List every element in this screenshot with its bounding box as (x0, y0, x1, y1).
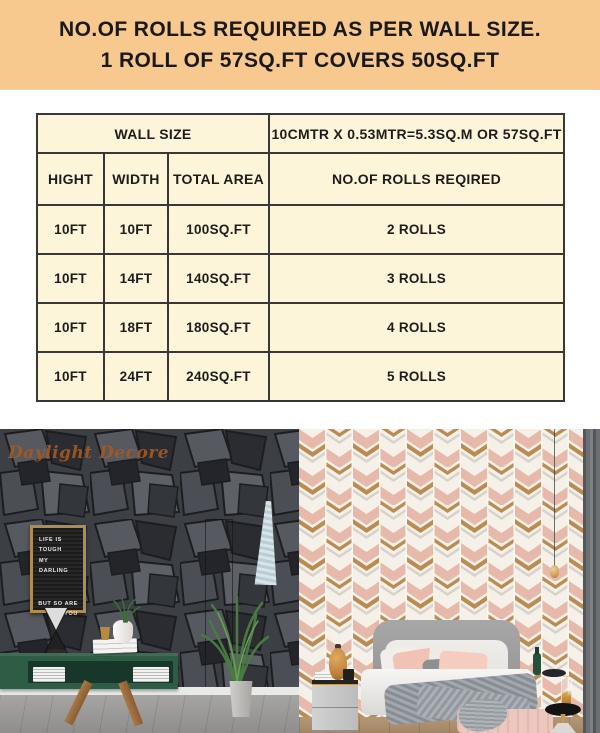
cell-rolls: 2 ROLLS (269, 205, 564, 254)
cell-rolls: 4 ROLLS (269, 303, 564, 352)
letter-board-line: BUT SO ARE (38, 600, 78, 607)
cell-rolls: 5 ROLLS (269, 352, 564, 401)
chevron-bedroom-photo (299, 429, 600, 733)
wall-size-header-cell: WALL SIZE (37, 114, 269, 153)
letter-board (30, 525, 86, 618)
letter-board-line: LIFE IS TOUGH (39, 537, 62, 554)
table-row (37, 254, 564, 303)
gray-curtain (583, 429, 600, 733)
white-vase (113, 620, 133, 643)
books-stack (33, 667, 65, 682)
green-bottle-decor (533, 653, 541, 675)
table-row (37, 205, 564, 254)
nightstand-drawer-divider (312, 707, 358, 708)
banner-line-2: 1 ROLL OF 57SQ.FT COVERS 50SQ.FT (100, 49, 500, 72)
wall-size-rolls-table (36, 113, 565, 402)
nightstand-gold-trim (312, 684, 358, 685)
nightstand (312, 680, 358, 732)
cell-width: 14FT (104, 254, 168, 303)
hourglass-decor (43, 607, 69, 655)
cell-width: 18FT (104, 303, 168, 352)
table-row (37, 114, 564, 153)
table-header-row (37, 153, 564, 205)
cell-height: 10FT (37, 352, 104, 401)
watermark-text: Daylight Decore (8, 443, 170, 463)
col-header-width: WIDTH (104, 153, 168, 205)
dark-marble-room-photo (0, 429, 299, 733)
cell-width: 24FT (104, 352, 168, 401)
cell-area: 100SQ.FT (168, 205, 269, 254)
gray-wood-floor (0, 695, 299, 733)
table-row (37, 303, 564, 352)
banner-line-1: NO.OF ROLLS REQUIRED AS PER WALL SIZE. (59, 17, 541, 41)
books-stack (133, 667, 169, 682)
cell-width: 10FT (104, 205, 168, 254)
col-header-total-area: TOTAL AREA (168, 153, 269, 205)
glass-decanter (561, 676, 572, 706)
cell-area: 140SQ.FT (168, 254, 269, 303)
cell-rolls: 3 ROLLS (269, 254, 564, 303)
room-photo-gallery (0, 429, 600, 733)
col-header-hight: HIGHT (37, 153, 104, 205)
green-bottle-cap (535, 647, 539, 654)
letter-board-line: MY DARLING (39, 557, 69, 575)
rolls-required-banner (0, 0, 600, 90)
pendant-light-cord (554, 429, 555, 567)
cell-height: 10FT (37, 303, 104, 352)
potted-plant-fronds (198, 591, 270, 691)
cell-height: 10FT (37, 254, 104, 303)
pendant-light-bulb (550, 565, 559, 578)
black-box-decor (343, 669, 354, 680)
col-header-rolls: NO.OF ROLLS REQIRED (269, 153, 564, 205)
cell-area: 240SQ.FT (168, 352, 269, 401)
vase-greenery (112, 597, 142, 623)
table-row (37, 352, 564, 401)
cell-height: 10FT (37, 205, 104, 254)
roll-spec-cell: 10CMTR X 0.53MTR=5.3SQ.M OR 57SQ.FT (269, 114, 564, 153)
cell-area: 180SQ.FT (168, 303, 269, 352)
letter-board-line: YOU (64, 611, 78, 618)
